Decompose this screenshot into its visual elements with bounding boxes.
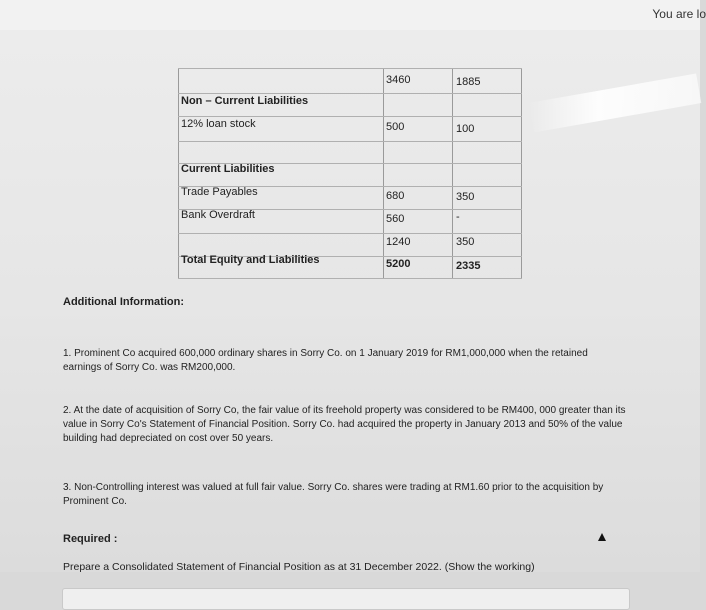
info-item-3: 3. Non-Controlling interest was valued at full fair value. Sorry Co. shares were trading at RM1.60 prior to the acquisition by Prominent Co. [63, 482, 604, 507]
cell-col1: 560 [386, 213, 405, 225]
top-bar [0, 0, 706, 30]
corner-text: You are lo [652, 7, 706, 21]
info-item-1: 1. Prominent Co acquired 600,000 ordinary shares in Sorry Co. on 1 January 2019 for RM1,000,000 when the retained earnings of Sorry Co. was RM200,000. [63, 348, 588, 373]
row-label: Total Equity and Liabilities [181, 254, 320, 266]
cell-col1: 500 [386, 121, 405, 133]
required-text: Prepare a Consolidated Statement of Financial Position as at 31 December 2022. (Show the working) [63, 561, 535, 573]
row-label: Non – Current Liabilities [181, 95, 309, 107]
row-label: 12% loan stock [181, 118, 256, 130]
additional-info-title: Additional Information: [63, 296, 184, 308]
financial-table [178, 68, 522, 279]
cell-col2: - [456, 211, 460, 223]
cell-col1: 1240 [386, 236, 411, 248]
row-label: Trade Payables [181, 186, 258, 198]
required-title: Required : [63, 533, 118, 545]
cell-col2: 350 [456, 191, 475, 203]
cell-col1: 3460 [386, 74, 411, 86]
row-label: Current Liabilities [181, 163, 275, 175]
cell-col2: 2335 [456, 260, 481, 272]
cell-col1: 680 [386, 190, 405, 202]
document-page [0, 30, 700, 572]
row-label: Bank Overdraft [181, 209, 255, 221]
cell-col2: 1885 [456, 76, 481, 88]
cell-col2: 100 [456, 123, 475, 135]
mouse-cursor-icon [598, 533, 606, 541]
info-item-2: 2. At the date of acquisition of Sorry Co, the fair value of its freehold property was considered to be RM400, 000 greater than its value in Sorry Co's Statement of Financial Position. Sorry Co. had acquired the property in January 2013 and 50% of the value building had depreciated on cost over 50 years. [63, 405, 626, 444]
cell-col2: 350 [456, 236, 475, 248]
answer-input-box[interactable] [62, 588, 630, 610]
cell-col1: 5200 [386, 258, 411, 270]
